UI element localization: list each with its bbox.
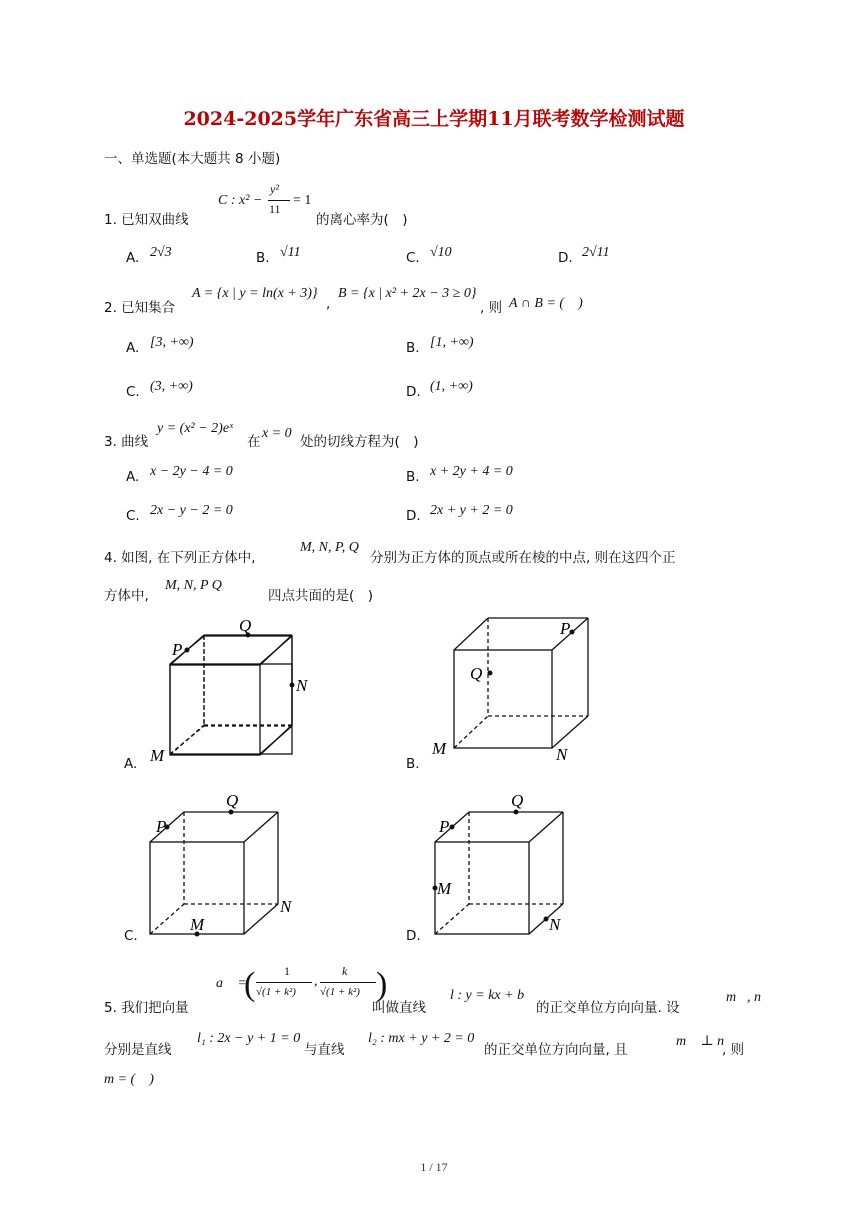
q3-option-b-label[interactable]: B. bbox=[406, 469, 420, 485]
q1-stem: 1. 已知双曲线 bbox=[104, 212, 189, 228]
point-q bbox=[229, 810, 234, 815]
q4-option-c[interactable]: C. bbox=[124, 928, 138, 944]
q1-option-c-value: √10 bbox=[430, 245, 452, 260]
q2-option-d-label[interactable]: D. bbox=[406, 384, 421, 400]
q5-suffix: 的正交单位方向向量. 设 bbox=[536, 1000, 680, 1016]
q1-suffix: 的离心率为( ) bbox=[316, 212, 408, 228]
page-title: 2024-2025学年广东省高三上学期11月联考数学检测试题 bbox=[183, 108, 685, 130]
q5-and: 与直线 bbox=[304, 1042, 345, 1058]
q4-option-d[interactable]: D. bbox=[406, 928, 421, 944]
label-p: P bbox=[156, 817, 167, 836]
label-p: P bbox=[172, 640, 183, 659]
q5-vector: a⃗ = ( 1 √(1 + k²) , k √(1 + k²) ) bbox=[216, 964, 388, 1003]
q4-option-a[interactable]: A. bbox=[124, 756, 138, 772]
q3-point: x = 0 bbox=[262, 426, 292, 441]
q4-stem-line2: 方体中, bbox=[104, 588, 149, 604]
q5-ask: m = ( ) bbox=[104, 1072, 154, 1087]
q2-option-b-value: [1, +∞) bbox=[430, 335, 474, 350]
q2-set-a: A = {x | y = ln(x + 3)} bbox=[192, 286, 318, 301]
point-p bbox=[185, 648, 190, 653]
q1-option-b-value: √11 bbox=[280, 245, 301, 260]
q2-suffix: , 则 bbox=[480, 300, 503, 316]
q5-line2: 分别是直线 bbox=[104, 1042, 172, 1058]
q3-curve: y = (x² − 2)eˣ bbox=[157, 421, 234, 436]
section-heading: 一、单选题(本大题共 8 小题) bbox=[104, 151, 281, 167]
q1-option-d-value: 2√11 bbox=[582, 245, 610, 260]
q2-option-a-value: [3, +∞) bbox=[150, 335, 194, 350]
label-n: N bbox=[549, 915, 561, 934]
q4-stem-line1: 4. 如图, 在下列正方体中, bbox=[104, 550, 256, 566]
cube-d-figure bbox=[405, 790, 605, 950]
q2-comma: , bbox=[326, 296, 331, 312]
label-n: N bbox=[280, 897, 292, 916]
q5-line: l : y = kx + b bbox=[450, 988, 525, 1003]
right-paren: ) bbox=[376, 966, 388, 1003]
q5-l2: l₂ : mx + y + 2 = 0 bbox=[368, 1031, 475, 1046]
cube-c-figure bbox=[120, 790, 320, 950]
label-m: M bbox=[437, 879, 452, 898]
q3-option-a-label[interactable]: A. bbox=[126, 469, 140, 485]
fraction-bar bbox=[268, 200, 290, 201]
q2-ask: A ∩ B = ( ) bbox=[509, 296, 583, 311]
q4-stem-line2-suffix: 四点共面的是( ) bbox=[268, 588, 374, 604]
left-paren: ( bbox=[244, 966, 256, 1003]
point-q bbox=[514, 810, 519, 815]
label-n: N bbox=[296, 676, 308, 695]
point-n bbox=[290, 683, 295, 688]
label-m: M bbox=[432, 739, 447, 758]
q2-option-c-value: (3, +∞) bbox=[150, 379, 193, 394]
q2-option-b-label[interactable]: B. bbox=[406, 340, 420, 356]
q5-mn: m⃗, n⃗ bbox=[726, 990, 772, 1005]
label-q: Q bbox=[511, 791, 524, 810]
q3-option-b-value: x + 2y + 4 = 0 bbox=[430, 464, 513, 479]
q3-option-c-value: 2x − y − 2 = 0 bbox=[150, 503, 233, 518]
q2-option-c-label[interactable]: C. bbox=[126, 384, 140, 400]
q5-mid: 叫做直线 bbox=[372, 1000, 426, 1016]
q4-option-b[interactable]: B. bbox=[406, 756, 420, 772]
q2-option-a-label[interactable]: A. bbox=[126, 340, 140, 356]
q3-mid: 在 bbox=[247, 434, 261, 450]
q1-option-d-label[interactable]: D. bbox=[558, 250, 573, 266]
label-q: Q bbox=[226, 791, 239, 810]
label-p: P bbox=[560, 619, 571, 638]
page-number: 1 / 17 bbox=[420, 1160, 448, 1174]
label-q: Q bbox=[470, 664, 483, 683]
q1-option-b-label[interactable]: B. bbox=[256, 250, 270, 266]
q5-line2-suffix: 的正交单位方向向量, 且 bbox=[484, 1042, 628, 1058]
q3-suffix: 处的切线方程为( ) bbox=[300, 434, 419, 450]
q4-points: M, N, P, Q bbox=[300, 540, 359, 555]
q3-option-a-value: x − 2y − 4 = 0 bbox=[150, 464, 233, 479]
q2-option-d-value: (1, +∞) bbox=[430, 379, 473, 394]
cube-a-figure bbox=[140, 615, 340, 775]
q1-option-a-value: 2√3 bbox=[150, 245, 172, 260]
fraction-bar bbox=[256, 982, 312, 983]
comma: , bbox=[314, 974, 318, 989]
q4-stem-line1-suffix: 分别为正方体的顶点或所在棱的中点, 则在这四个正 bbox=[370, 550, 676, 566]
q3-option-c-label[interactable]: C. bbox=[126, 508, 140, 524]
label-m: M bbox=[150, 746, 165, 765]
q1-option-c-label[interactable]: C. bbox=[406, 250, 420, 266]
label-n: N bbox=[556, 745, 568, 764]
label-m: M bbox=[190, 915, 205, 934]
q5-stem: 5. 我们把向量 bbox=[104, 1000, 189, 1016]
point-q bbox=[488, 671, 493, 676]
label-q: Q bbox=[239, 616, 252, 635]
q5-perp: m⃗ ⊥ n⃗ bbox=[676, 1034, 736, 1049]
q3-option-d-value: 2x + y + 2 = 0 bbox=[430, 503, 513, 518]
fraction-bar bbox=[320, 982, 376, 983]
cube-b-figure bbox=[420, 610, 620, 770]
q2-stem: 2. 已知集合 bbox=[104, 300, 176, 316]
q1-option-a-label[interactable]: A. bbox=[126, 250, 140, 266]
q5-then: , 则 bbox=[722, 1042, 745, 1058]
q2-set-b: B = {x | x² + 2x − 3 ≥ 0} bbox=[338, 286, 477, 301]
q3-option-d-label[interactable]: D. bbox=[406, 508, 421, 524]
q3-stem: 3. 曲线 bbox=[104, 434, 149, 450]
point-p bbox=[450, 825, 455, 830]
label-p: P bbox=[439, 817, 450, 836]
q1-formula: C : x² − y² 11 = 1 bbox=[218, 182, 312, 216]
q5-l1: l₁ : 2x − y + 1 = 0 bbox=[197, 1031, 301, 1046]
q4-points2: M, N, P Q bbox=[165, 578, 222, 593]
point-n bbox=[544, 917, 549, 922]
